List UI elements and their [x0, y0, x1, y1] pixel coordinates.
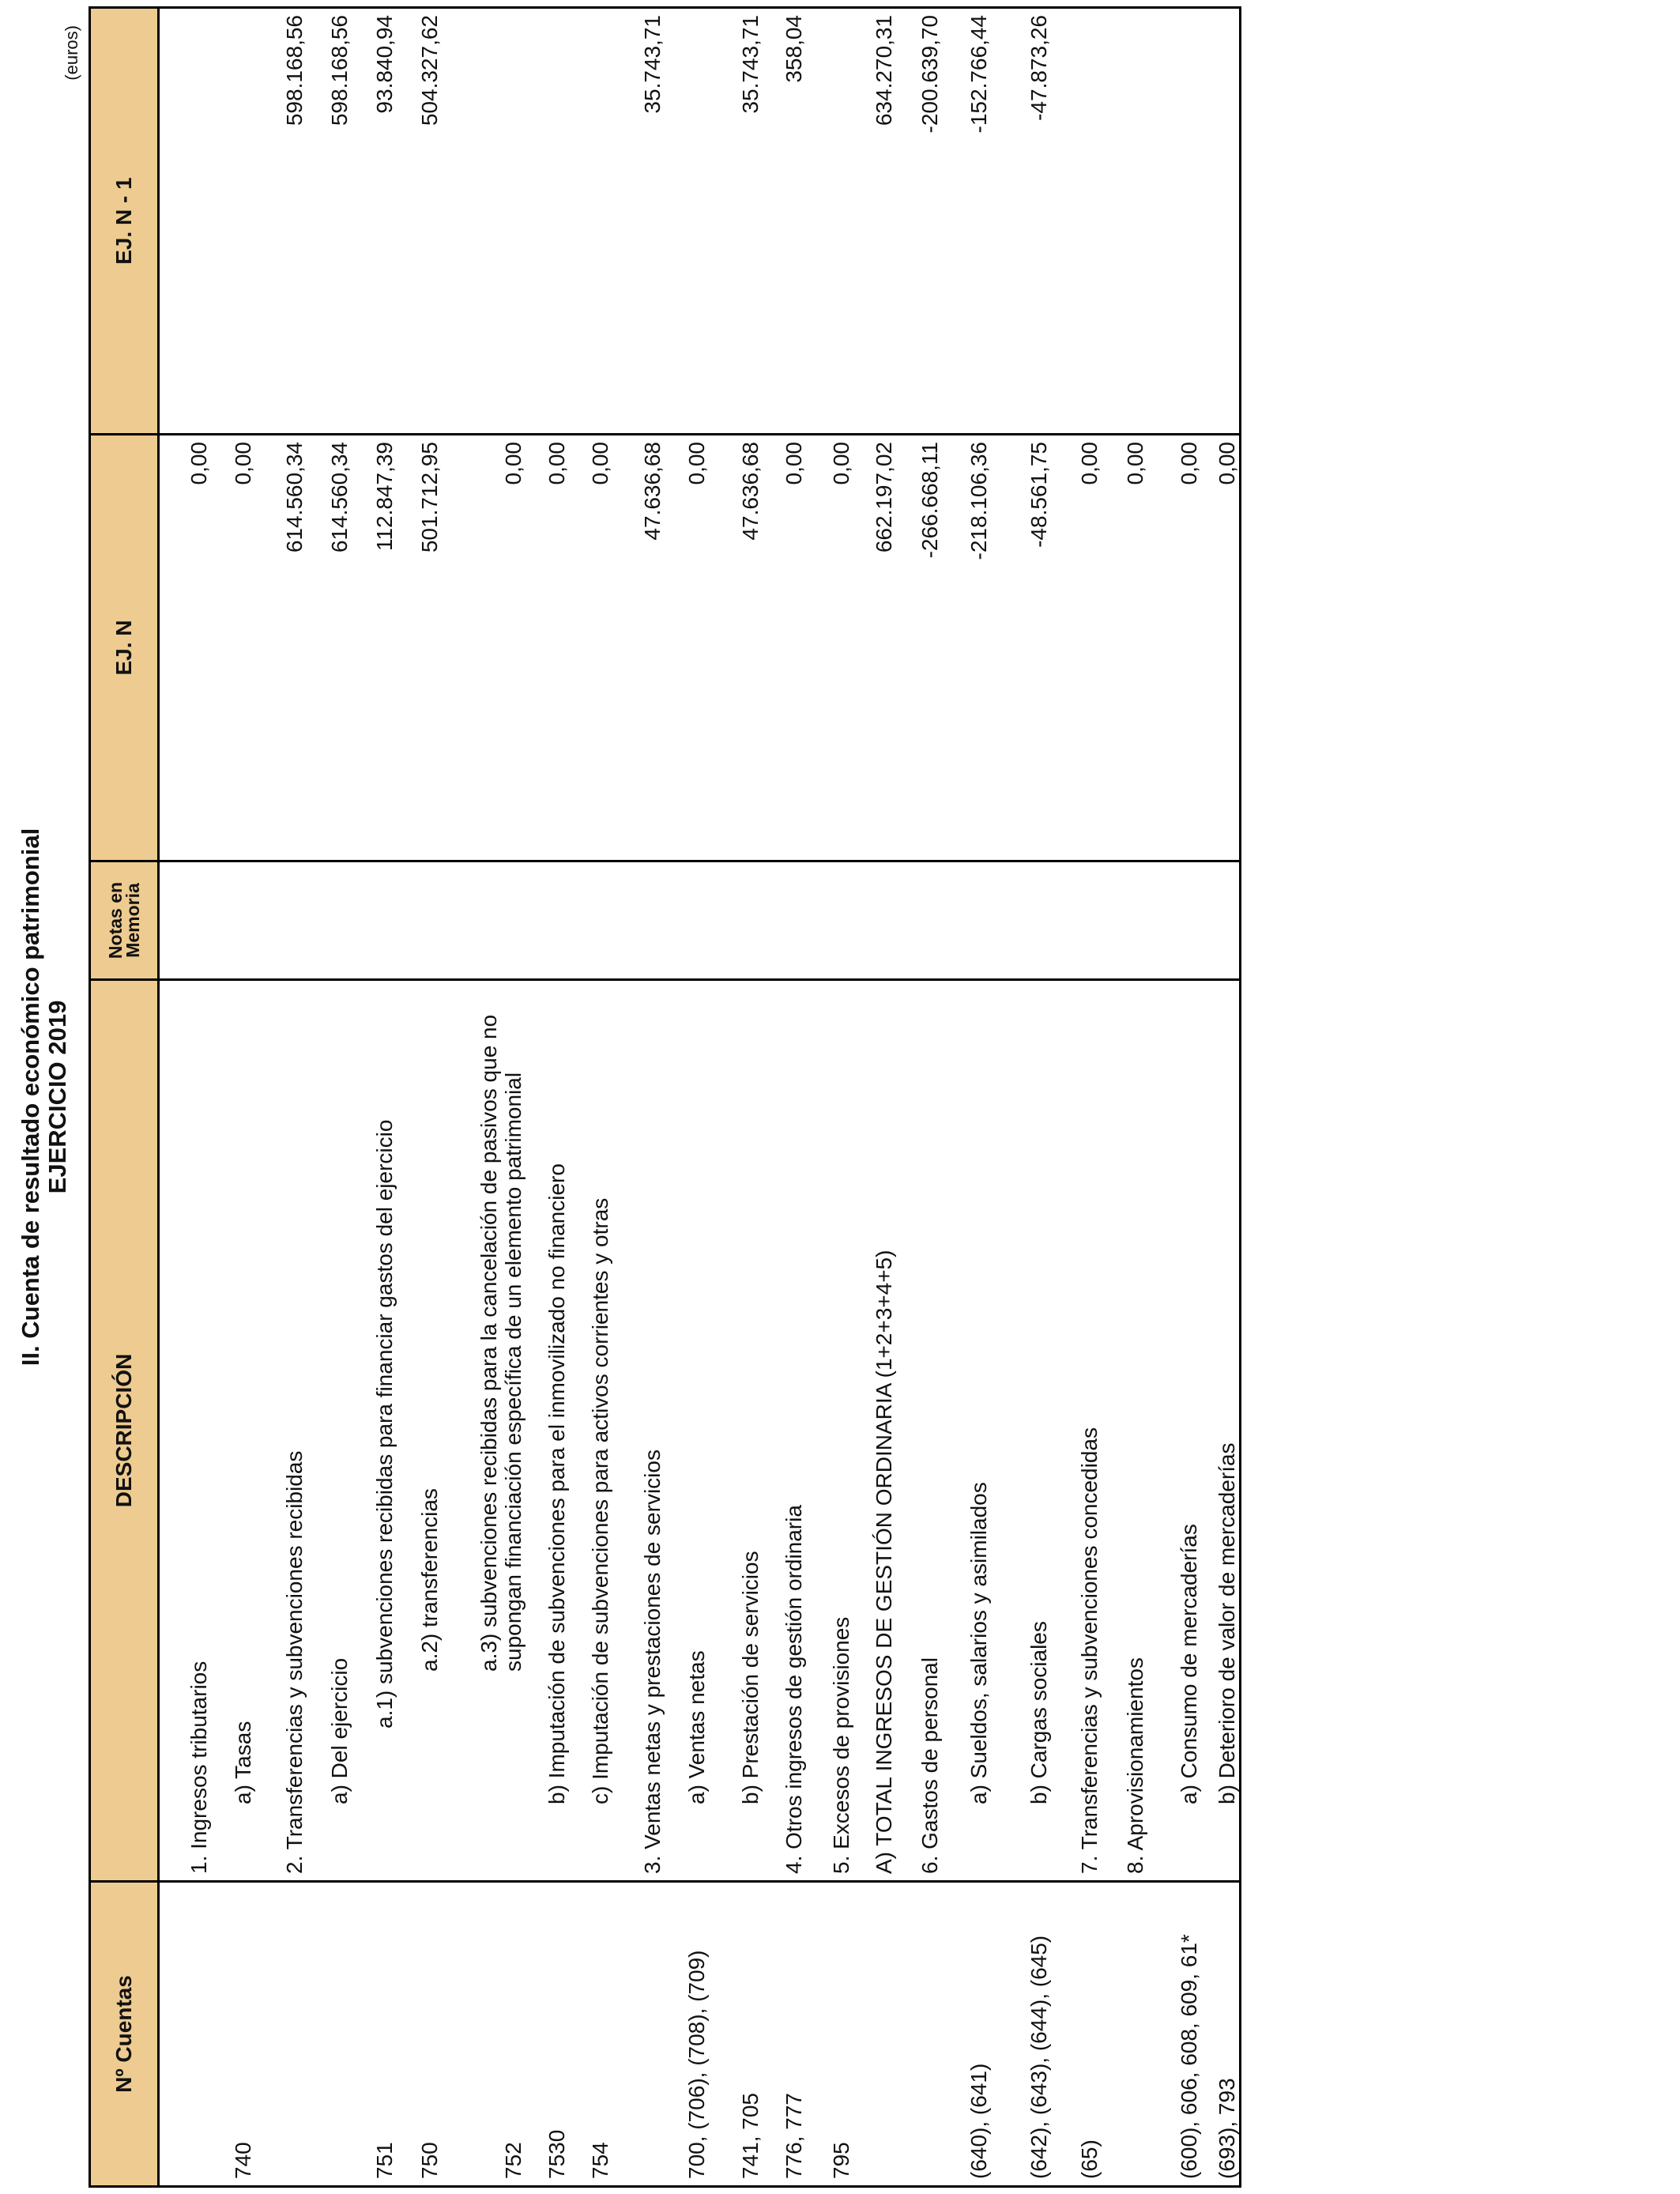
notas-cell: [1201, 861, 1241, 980]
notas-cell: [159, 861, 211, 980]
descripcion-cell: 5. Excesos de provisiones: [806, 980, 853, 1882]
descripcion-cell: 6. Gastos de personal: [896, 980, 942, 1882]
ej-n1-cell: [665, 8, 709, 435]
table-row: [763, 8, 806, 2187]
ej-n1-cell: 358,04: [763, 8, 806, 435]
table-row: [525, 8, 569, 2187]
ej-n-cell: 662.197,02: [853, 435, 896, 861]
cuenta-cell: (65): [1051, 1882, 1102, 2187]
ej-n1-cell: 634.270,31: [853, 8, 896, 435]
table-row: [442, 8, 525, 2187]
cuenta-cell: (642), (643), (644), (645): [991, 1882, 1051, 2187]
notas-cell: [665, 861, 709, 980]
ej-n1-cell: [1147, 8, 1201, 435]
notas-cell: [1102, 861, 1147, 980]
ej-n-cell: 0,00: [442, 435, 525, 861]
currency-unit: (euros): [62, 25, 81, 81]
notas-cell: [255, 861, 307, 980]
cuenta-cell: 700, (706), (708), (709): [665, 1882, 709, 2187]
table-row: [1201, 8, 1241, 2187]
table-row: [942, 8, 991, 2187]
notas-cell: [806, 861, 853, 980]
ej-n-cell: -48.561,75: [991, 435, 1051, 861]
descripcion-cell: a) Ventas netas: [665, 980, 709, 1882]
notas-cell: [853, 861, 896, 980]
ej-n-cell: 112.847,39: [352, 435, 397, 861]
descripcion-cell: a.2) transferencias: [397, 980, 442, 1882]
ej-n1-cell: 35.743,71: [612, 8, 665, 435]
notas-cell: [709, 861, 763, 980]
descripcion-cell: c) Imputación de subvenciones para activos corrientes y otras: [569, 980, 612, 1882]
ej-n1-cell: [211, 8, 255, 435]
ej-n-cell: 0,00: [1147, 435, 1201, 861]
descripcion-cell: b) Cargas sociales: [991, 980, 1051, 1882]
table-header-row: [90, 8, 159, 2187]
ej-n1-cell: 35.743,71: [709, 8, 763, 435]
ej-n1-cell: 93.840,94: [352, 8, 397, 435]
header-ej-n1: EJ. N - 1: [90, 8, 159, 435]
table-row: [853, 8, 896, 2187]
ej-n1-cell: [1102, 8, 1147, 435]
table-row: [1102, 8, 1147, 2187]
cuenta-cell: 754: [569, 1882, 612, 2187]
descripcion-cell: a.3) subvenciones recibidas para la cancelación de pasivos que no supongan financiación específica de un elemento patrimonial: [442, 980, 525, 1882]
cuenta-cell: [896, 1882, 942, 2187]
ej-n-cell: 0,00: [159, 435, 211, 861]
notas-cell: [1051, 861, 1102, 980]
ej-n1-cell: 598.168,56: [255, 8, 307, 435]
ej-n-cell: 0,00: [1201, 435, 1241, 861]
notas-cell: [525, 861, 569, 980]
ej-n-cell: 0,00: [569, 435, 612, 861]
header-descripcion: DESCRIPCIÓN: [90, 980, 159, 1882]
table-row: [896, 8, 942, 2187]
cuenta-cell: (640), (641): [942, 1882, 991, 2187]
notas-cell: [211, 861, 255, 980]
descripcion-cell: 2. Transferencias y subvenciones recibidas: [255, 980, 307, 1882]
descripcion-cell: b) Prestación de servicios: [709, 980, 763, 1882]
ej-n-cell: 0,00: [1051, 435, 1102, 861]
ej-n-cell: 0,00: [763, 435, 806, 861]
header-ej-n: EJ. N: [90, 435, 159, 861]
table-row: [352, 8, 397, 2187]
ej-n1-cell: [806, 8, 853, 435]
table-row: [211, 8, 255, 2187]
cuenta-cell: (693), 793: [1201, 1882, 1241, 2187]
descripcion-cell: a.1) subvenciones recibidas para financiar gastos del ejercicio: [352, 980, 397, 1882]
notas-cell: [307, 861, 352, 980]
descripcion-cell: 1. Ingresos tributarios: [159, 980, 211, 1882]
cuenta-cell: [159, 1882, 211, 2187]
descripcion-cell: 7. Transferencias y subvenciones concedidas: [1051, 980, 1102, 1882]
ej-n1-cell: [525, 8, 569, 435]
header-cuentas: Nº Cuentas: [90, 1882, 159, 2187]
descripcion-cell: 3. Ventas netas y prestaciones de servicios: [612, 980, 665, 1882]
descripcion-cell: A) TOTAL INGRESOS DE GESTIÓN ORDINARIA (1+2+3+4+5): [853, 980, 896, 1882]
notas-cell: [569, 861, 612, 980]
cuenta-cell: 795: [806, 1882, 853, 2187]
ej-n1-cell: 598.168,56: [307, 8, 352, 435]
ej-n-cell: -266.668,11: [896, 435, 942, 861]
ej-n1-cell: -152.766,44: [942, 8, 991, 435]
ej-n-cell: 614.560,34: [255, 435, 307, 861]
ej-n-cell: 614.560,34: [307, 435, 352, 861]
table-row: [159, 8, 211, 2187]
ej-n1-cell: [159, 8, 211, 435]
cuenta-cell: 752: [442, 1882, 525, 2187]
ej-n-cell: 0,00: [806, 435, 853, 861]
table-row: [612, 8, 665, 2187]
notas-cell: [352, 861, 397, 980]
descripcion-cell: a) Tasas: [211, 980, 255, 1882]
cuenta-cell: [307, 1882, 352, 2187]
ej-n-cell: -218.106,36: [942, 435, 991, 861]
header-notas: Notas en Memoria: [90, 861, 159, 980]
notas-cell: [896, 861, 942, 980]
ej-n1-cell: [442, 8, 525, 435]
ej-n-cell: 0,00: [665, 435, 709, 861]
ej-n1-cell: -47.873,26: [991, 8, 1051, 435]
table-row: [307, 8, 352, 2187]
cuenta-cell: 7530: [525, 1882, 569, 2187]
notas-cell: [612, 861, 665, 980]
cuenta-cell: [1102, 1882, 1147, 2187]
descripcion-cell: a) Del ejercicio: [307, 980, 352, 1882]
table-row: [397, 8, 442, 2187]
cuenta-cell: 776, 777: [763, 1882, 806, 2187]
descripcion-cell: a) Sueldos, salarios y asimilados: [942, 980, 991, 1882]
table-row: [806, 8, 853, 2187]
ej-n1-cell: -200.639,70: [896, 8, 942, 435]
cuenta-cell: [853, 1882, 896, 2187]
table-row: [1051, 8, 1102, 2187]
page-title: II. Cuenta de resultado económico patrimonial: [17, 827, 44, 1367]
ej-n-cell: 0,00: [525, 435, 569, 861]
table-row: [709, 8, 763, 2187]
cuenta-cell: 750: [397, 1882, 442, 2187]
table-row: [255, 8, 307, 2187]
notas-cell: [1147, 861, 1201, 980]
cuenta-cell: 741, 705: [709, 1882, 763, 2187]
descripcion-cell: b) Imputación de subvenciones para el inmovilizado no financiero: [525, 980, 569, 1882]
ej-n1-cell: [569, 8, 612, 435]
descripcion-cell: b) Deterioro de valor de mercaderías: [1201, 980, 1241, 1882]
notas-cell: [397, 861, 442, 980]
cuenta-cell: 751: [352, 1882, 397, 2187]
cuenta-cell: [612, 1882, 665, 2187]
notas-cell: [991, 861, 1051, 980]
ej-n-cell: 0,00: [211, 435, 255, 861]
table-row: [665, 8, 709, 2187]
table-row: [1147, 8, 1201, 2187]
table-row: [991, 8, 1051, 2187]
cuenta-cell: 740: [211, 1882, 255, 2187]
notas-cell: [442, 861, 525, 980]
page-subtitle: EJERCICIO 2019: [43, 1000, 71, 1194]
cuenta-cell: [255, 1882, 307, 2187]
ej-n-cell: 0,00: [1102, 435, 1147, 861]
notas-cell: [942, 861, 991, 980]
ej-n-cell: 47.636,68: [612, 435, 665, 861]
ej-n1-cell: [1051, 8, 1102, 435]
ej-n-cell: 47.636,68: [709, 435, 763, 861]
notas-cell: [763, 861, 806, 980]
cuenta-cell: (600), 606, 608, 609, 61*: [1147, 1882, 1201, 2187]
income-statement-table: [89, 6, 1241, 2188]
descripcion-cell: a) Consumo de mercaderías: [1147, 980, 1201, 1882]
descripcion-cell: 4. Otros ingresos de gestión ordinaria: [763, 980, 806, 1882]
ej-n1-cell: 504.327,62: [397, 8, 442, 435]
table-row: [569, 8, 612, 2187]
ej-n1-cell: [1201, 8, 1241, 435]
descripcion-cell: 8. Aprovisionamientos: [1102, 980, 1147, 1882]
ej-n-cell: 501.712,95: [397, 435, 442, 861]
